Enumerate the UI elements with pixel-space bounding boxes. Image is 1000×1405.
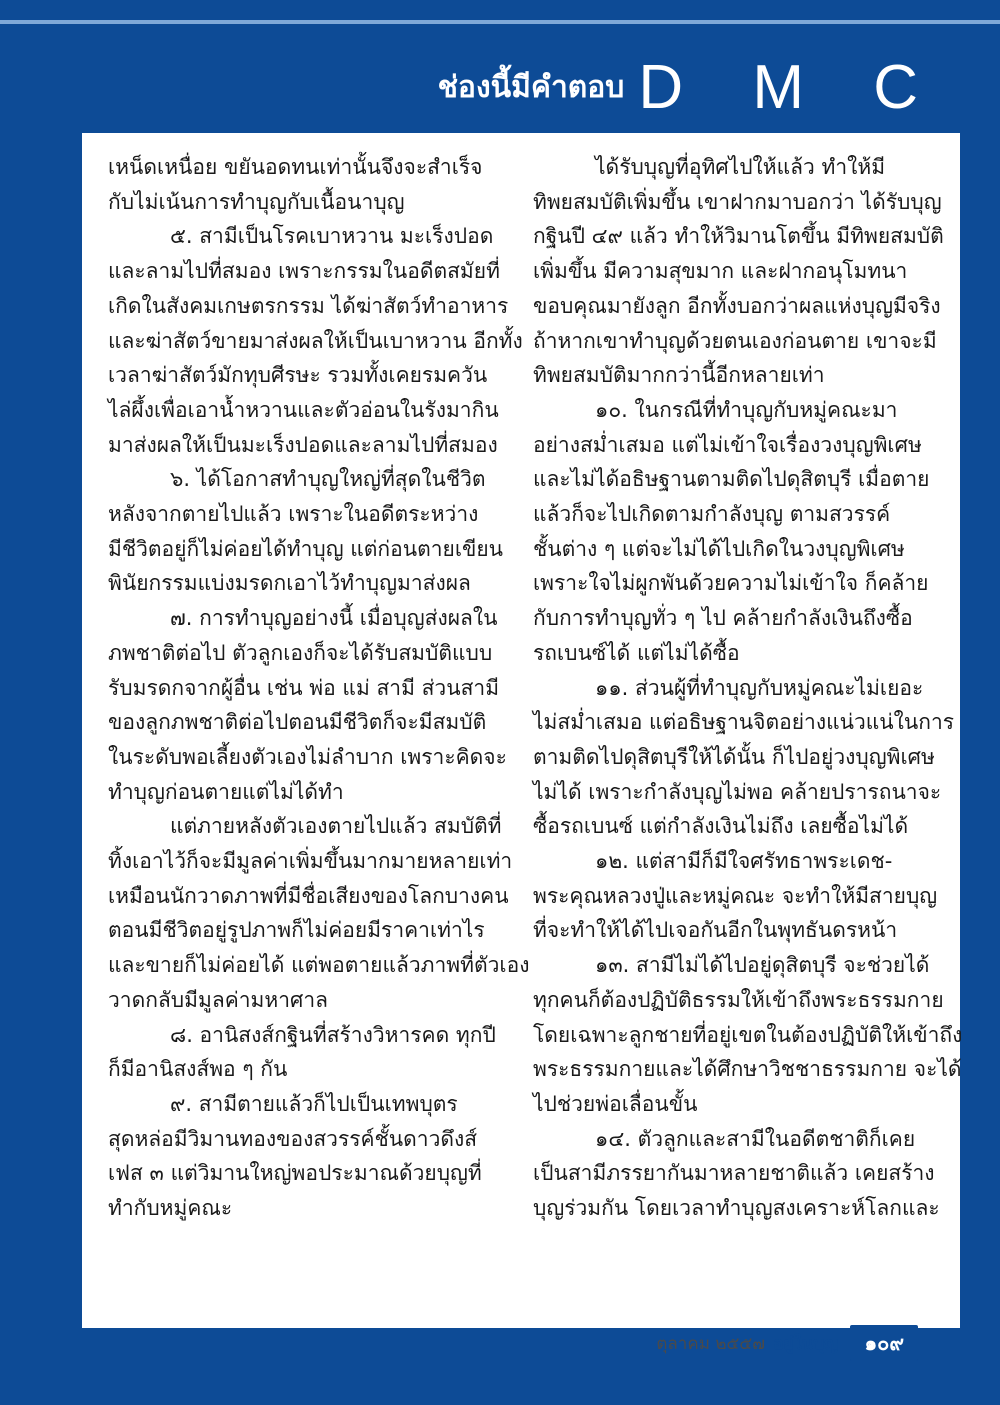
- text-line: ๑๔. ตัวลูกและสามีในอดีตชาติก็เคย: [595, 1126, 916, 1151]
- text-line: และลามไปที่สมอง เพราะกรรมในอดีตสมัยที่: [108, 259, 500, 284]
- footer-magazine-title: อยู่ในบุญ: [773, 1333, 839, 1354]
- text-line: ๑๑. ส่วนผู้ที่ทำบุญกับหมู่คณะไม่เยอะ: [595, 675, 924, 700]
- text-line: ๕. สามีเป็นโรคเบาหวาน มะเร็งปอด: [170, 224, 494, 249]
- text-line: ๑๓. สามีไม่ได้ไปอยู่ดุสิตบุรี จะช่วยได้: [595, 953, 930, 978]
- text-line: ไม่สม่ำเสมอ แต่อธิษฐานจิตอย่างแน่วแน่ในการ: [533, 710, 955, 735]
- text-line: มาส่งผลให้เป็นมะเร็งปอดและลามไปที่สมอง: [108, 432, 498, 457]
- text-line: ทำกับหมู่คณะ: [108, 1196, 233, 1221]
- text-line: ก็มีอานิสงส์พอ ๆ กัน: [108, 1057, 288, 1082]
- text-line: ได้รับบุญที่อุทิศไปให้แล้ว ทำให้มี: [595, 155, 886, 179]
- text-line: ๘. อานิสงส์กฐินที่สร้างวิหารคด ทุกปี: [170, 1022, 496, 1047]
- text-line: เหน็ดเหนื่อย ขยันอดทนเท่านั้นจึงจะสำเร็จ: [108, 155, 483, 179]
- text-line: ตามติดไปดุสิตบุรีให้ได้นั้น ก็ไปอยู่วงบุญพิเศษ: [533, 744, 935, 769]
- text-line: ในระดับพอเลี้ยงตัวเองไม่ลำบาก เพราะคิดจะ: [108, 744, 507, 769]
- header-brand: D M C: [638, 52, 944, 122]
- text-line: รถเบนซ์ได้ แต่ไม่ได้ซื้อ: [533, 640, 740, 665]
- page-header: [437, 52, 944, 122]
- text-line: บุญร่วมกัน โดยเวลาทำบุญสงเคราะห์โลกและ: [533, 1196, 940, 1221]
- text-line: กับไม่เน้นการทำบุญกับเนื้อนาบุญ: [108, 189, 405, 214]
- text-line: ไปช่วยพ่อเลื่อนขั้น: [533, 1091, 698, 1116]
- text-line: แต่ภายหลังตัวเองตายไปแล้ว สมบัติที่: [170, 814, 502, 839]
- text-line: ๖. ได้โอกาสทำบุญใหญ่ที่สุดในชีวิต: [170, 467, 486, 492]
- page-footer: [656, 1325, 918, 1361]
- text-line: ทุกคนก็ต้องปฏิบัติธรรมให้เข้าถึงพระธรรมกาย: [533, 987, 944, 1012]
- text-line: กฐินปี ๔๙ แล้ว ทำให้วิมานโตขึ้น มีทิพยสมบัติ: [533, 224, 944, 249]
- text-line: เป็นสามีภรรยากันมาหลายชาติแล้ว เคยสร้าง: [533, 1161, 935, 1186]
- text-line: พินัยกรรมแบ่งมรดกเอาไว้ทำบุญมาส่งผล: [108, 571, 471, 596]
- text-line: รับมรดกจากผู้อื่น เช่น พ่อ แม่ สามี ส่วนสามี: [108, 675, 500, 700]
- text-line: เพราะใจไม่ผูกพันด้วยความไม่เข้าใจ ก็คล้าย: [533, 571, 929, 596]
- text-line: โดยเฉพาะลูกชายที่อยู่เขตในต้องปฏิบัติให้เข้าถึง: [533, 1022, 963, 1047]
- text-line: ซื้อรถเบนซ์ แต่กำลังเงินไม่ถึง เลยซื้อไม่ได้: [533, 814, 909, 839]
- text-line: ไม่ได้ เพราะกำลังบุญไม่พอ คล้ายปรารถนาจะ: [533, 779, 942, 804]
- text-line: พระธรรมกายและได้ศึกษาวิชชาธรรมกาย จะได้: [533, 1057, 962, 1082]
- text-line: และฆ่าสัตว์ขายมาส่งผลให้เป็นเบาหวาน อีกทั้ง: [108, 328, 523, 353]
- text-line: ทำบุญก่อนตายแต่ไม่ได้ทำ: [108, 779, 344, 804]
- text-line: ที่จะทำให้ได้ไปเจอกันอีกในพุทธันดรหน้า: [533, 918, 898, 943]
- top-rule: [0, 20, 1000, 24]
- text-line: ทิพยสมบัติเพิ่มขึ้น เขาฝากมาบอกว่า ได้รับบุญ: [533, 189, 942, 214]
- header-thai-title: ช่องนี้มีคำตอบ: [437, 69, 625, 105]
- text-line: มีชีวิตอยู่ก็ไม่ค่อยได้ทำบุญ แต่ก่อนตายเขียน: [108, 536, 504, 561]
- text-line: กับการทำบุญทั่ว ๆ ไป คล้ายกำลังเงินถึงซื้อ: [533, 606, 913, 631]
- text-line: ตอนมีชีวิตอยู่รูปภาพก็ไม่ค่อยมีราคาเท่าไร: [108, 918, 485, 943]
- text-line: ๙. สามีตายแล้วก็ไปเป็นเทพบุตร: [170, 1091, 458, 1116]
- text-line: ภพชาติต่อไป ตัวลูกเองก็จะได้รับสมบัติแบบ: [108, 640, 493, 665]
- text-line: ชั้นต่าง ๆ แต่จะไม่ได้ไปเกิดในวงบุญพิเศษ: [533, 536, 905, 561]
- right-column: [533, 150, 963, 1226]
- text-line: ถ้าหากเขาทำบุญด้วยตนเองก่อนตาย เขาจะมี: [533, 328, 937, 353]
- text-line: พระคุณหลวงปู่และหมู่คณะ จะทำให้มีสายบุญ: [533, 883, 938, 908]
- text-line: สุดหล่อมีวิมานทองของสวรรค์ชั้นดาวดึงส์: [108, 1126, 478, 1151]
- text-line: ๑๒. แต่สามีก็มีใจศรัทธาพระเดช-: [595, 849, 893, 874]
- text-line: เหมือนนักวาดภาพที่มีชื่อเสียงของโลกบางคน: [108, 883, 509, 908]
- text-line: หลังจากตายไปแล้ว เพราะในอดีตระหว่าง: [108, 502, 479, 527]
- text-line: ขอบคุณมายังลูก อีกทั้งบอกว่าผลแห่งบุญมีจริง: [533, 293, 941, 318]
- text-line: เพิ่มขึ้น มีความสุขมาก และฝากอนุโมทนา: [533, 259, 908, 284]
- text-line: ไล่ผึ้งเพื่อเอาน้ำหวานและตัวอ่อนในรังมากิน: [108, 397, 499, 422]
- text-line: วาดกลับมีมูลค่ามหาศาล: [108, 987, 328, 1012]
- left-column: [108, 150, 530, 1226]
- text-line: เกิดในสังคมเกษตรกรรม ได้ฆ่าสัตว์ทำอาหาร: [108, 293, 509, 318]
- text-line: ๗. การทำบุญอย่างนี้ เมื่อบุญส่งผลใน: [170, 606, 498, 631]
- text-line: ๑๐. ในกรณีที่ทำบุญกับหมู่คณะมา: [595, 397, 898, 422]
- page-number: ๑๐๙: [850, 1325, 918, 1361]
- text-line: ทิพยสมบัติมากกว่านี้อีกหลายเท่า: [533, 363, 825, 388]
- text-line: แล้วก็จะไปเกิดตามกำลังบุญ ตามสวรรค์: [533, 502, 891, 527]
- text-line: เฟส ๓ แต่วิมานใหญ่พอประมาณด้วยบุญที่: [108, 1161, 482, 1186]
- footer-issue: ตุลาคม ๒๕๕๗: [656, 1333, 766, 1354]
- text-line: เวลาฆ่าสัตว์มักทุบศีรษะ รวมทั้งเคยรมควัน: [108, 363, 488, 388]
- text-line: ทิ้งเอาไว้ก็จะมีมูลค่าเพิ่มขึ้นมากมายหลายเท่า: [108, 849, 513, 874]
- text-line: ของลูกภพชาติต่อไปตอนมีชีวิตก็จะมีสมบัติ: [108, 710, 487, 735]
- text-line: และไม่ได้อธิษฐานตามติดไปดุสิตบุรี เมื่อตาย: [533, 467, 930, 492]
- text-line: อย่างสม่ำเสมอ แต่ไม่เข้าใจเรื่องวงบุญพิเศษ: [533, 432, 922, 457]
- text-line: และขายก็ไม่ค่อยได้ แต่พอตายแล้วภาพที่ตัวเอง: [108, 953, 530, 978]
